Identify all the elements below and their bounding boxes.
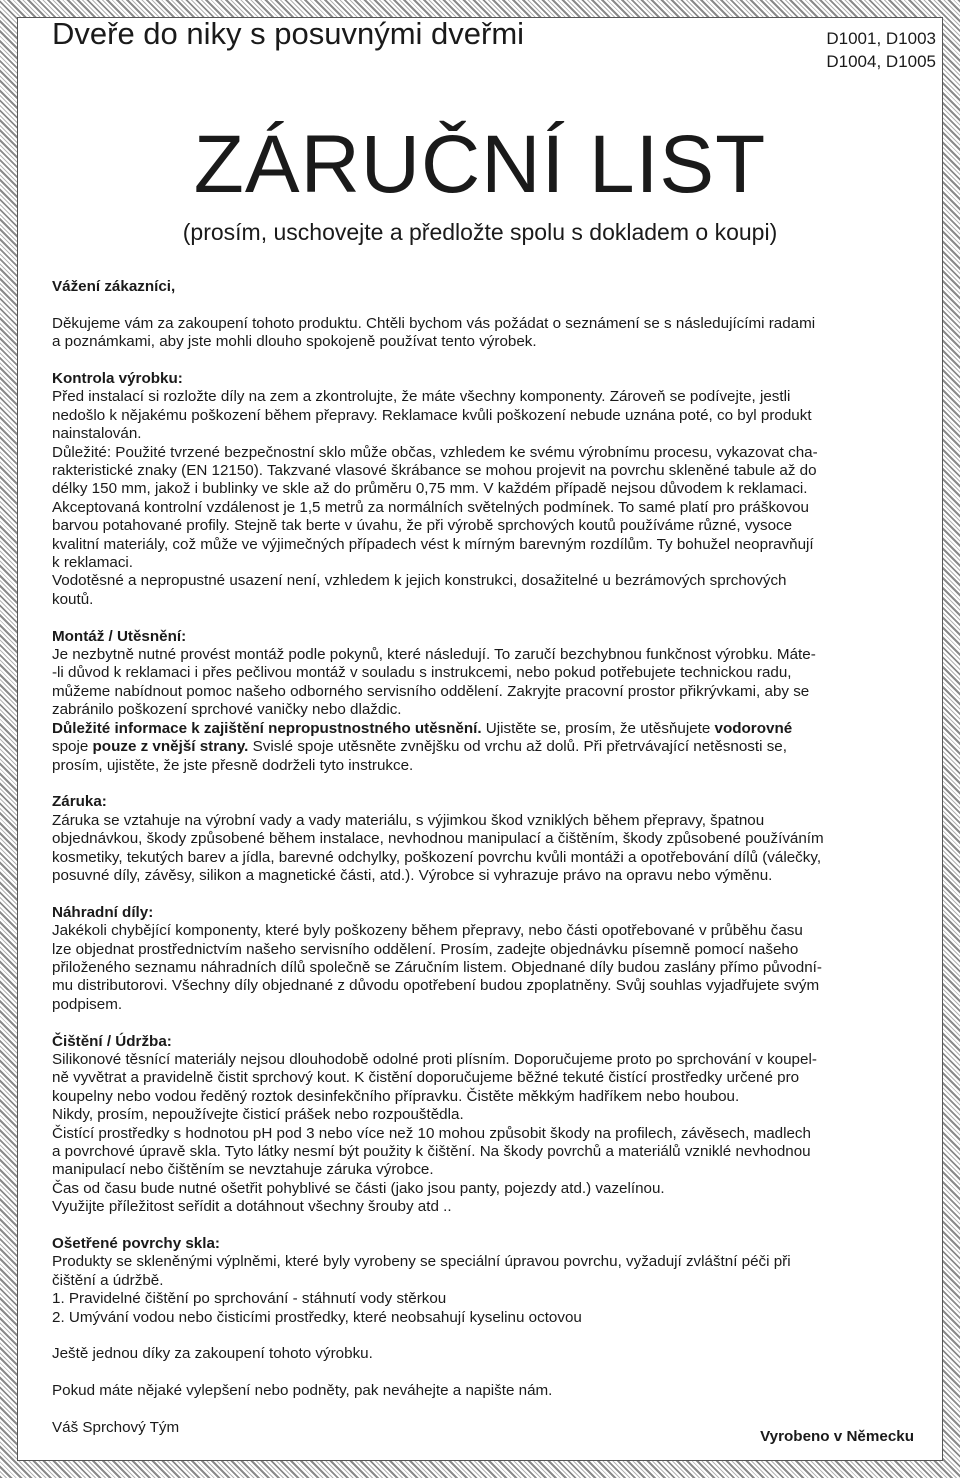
montaz-line: prosím, ujistěte, že jste přesně dodrželi tyto instrukce.	[52, 756, 414, 774]
zaruka-line: posuvné díly, závěsy, silikon a magnetické části, atd.). Výrobce si vyhrazuje právo na opravu nebo výměnu.	[52, 866, 773, 884]
joints-rest: Svislé spoje utěsněte zvnějšku od vrchu až dolů. Při přetrvávající netěsnosti se,	[248, 738, 787, 756]
codes-line-2: D1004, D1005	[826, 52, 936, 71]
kontrola-line: délky 150 mm, jakož i bublinky ve skle až do průměru 0,75 mm. V každém případě nejsou důvodem k reklamaci.	[52, 480, 808, 498]
kontrola-line: Před instalací si rozložte díly na zem a zkontrolujte, že máte všechny komponenty. Zároveň se podívejte, jestli	[52, 388, 791, 406]
cisteni-line: a povrchové úpravě skla. Tyto látky nesmí být použity k čištění. Na škody povrchů a materiálů vzniklé nevhodnou	[52, 1143, 811, 1160]
kontrola-line: Akceptovaná kontrolní vzdálenost je 1,5 metrů za normálních světelných podmínek. To samé platí pro práškovou	[52, 498, 809, 516]
osetrene-line: čištění a údržbě.	[52, 1271, 164, 1289]
cisteni-line: manipulací nebo čištěním se nevztahuje záruka výrobce.	[52, 1161, 434, 1179]
kontrola-line: rakteristické znaky (EN 12150). Takzvané vlasové škrábance se mohou projevit na povrchu skleněné tabule až do	[52, 462, 817, 480]
feedback-line: Pokud máte nějaké vylepšení nebo podněty, pak neváhejte a napište nám.	[52, 1382, 553, 1400]
nahradni-line: Jakékoli chybějící komponenty, které byly poškozeny během přepravy, nebo části opotřebované v průběhu času	[52, 922, 803, 940]
osetrene-line: 2. Umývání vodou nebo čisticími prostředky, které neobsahují kyselinu octovou	[52, 1308, 582, 1326]
kontrola-line: nedošlo k nějakému poškození během přepravy. Reklamace kvůli poškození nebude uznána poté, co byl produkt	[52, 406, 812, 424]
kontrola-line: Vodotěsné a nepropustné usazení není, vzhledem k jejich konstrukci, dosažitelné u bezrámových sprchových	[52, 572, 787, 590]
document-title: ZÁRUČNÍ LIST	[193, 119, 767, 210]
osetrene-line: Produkty se skleněnými výplněmi, které byly vyrobeny se speciální úpravou povrchu, vyžadují zvláštní péči při	[52, 1253, 791, 1271]
joints-text: spoje	[52, 738, 93, 756]
intro-line: Děkujeme vám za zakoupení tohoto produktu. Chtěli bychom vás požádat o seznámení se s následujícími radami	[52, 314, 816, 332]
montaz-joints-line	[52, 738, 912, 756]
made-in-label: Vyrobeno v Německu	[760, 1428, 914, 1445]
kontrola-line: k reklamaci.	[52, 554, 134, 572]
nahradni-line: lze objednat prostřednictvím našeho servisního oddělení. Prosím, zadejte objednávku písemně pomocí našeho	[52, 940, 799, 958]
section-heading-zaruka: Záruka:	[52, 793, 107, 811]
osetrene-line: 1. Pravidelné čištění po sprchování - stáhnutí vody stěrkou	[52, 1290, 447, 1308]
kontrola-line: koutů.	[52, 590, 94, 608]
montaz-important-line	[52, 720, 912, 738]
kontrola-line: Důležité: Použité tvrzené bezpečnostní sklo může občas, vzhledem ke svému výrobnímu procesu, vykazovat cha-	[52, 443, 818, 461]
montaz-line: Je nezbytně nutné provést montáž podle pokynů, které následují. To zaručí bezchybnou funkčnost výrobku. Máte-	[52, 646, 816, 664]
important-bold-2: vodorovné	[714, 719, 793, 737]
zaruka-line: Záruka se vztahuje na výrobní vady a vady materiálu, s výjimkou škod vzniklých během přepravy, špatnou	[52, 811, 765, 829]
cisteni-line: koupelny nebo vodou ředěný roztok desinfekčního přípravku. Čistěte měkkým hadříkem nebo houbou.	[52, 1087, 740, 1105]
intro-line: a poznámkami, aby jste mohli dlouho spokojeně používat tento výrobek.	[52, 333, 537, 351]
nahradni-line: podpisem.	[52, 995, 123, 1013]
cisteni-line: Silikonové těsnící materiály nejsou dlouhodobě odolné proti plísním. Doporučujeme proto po sprchování v koupel-	[52, 1050, 817, 1068]
product-title: Dveře do niky s posuvnými dveřmi	[52, 16, 525, 51]
codes-line-1: D1001, D1003	[826, 29, 936, 48]
thanks-line: Ještě jednou díky za zakoupení tohoto výrobku.	[52, 1345, 373, 1363]
cisteni-line: Čas od času bude nutné ošetřit pohyblivé se části (jako jsou panty, pojezdy atd.) vazelínou.	[52, 1179, 665, 1197]
zaruka-line: objednávkou, škody způsobené během instalace, nevhodnou manipulací a čištěním, škody způsobené používáním	[52, 830, 824, 848]
joints-bold: pouze z vnější strany.	[92, 738, 249, 756]
product-codes	[826, 27, 936, 73]
section-heading-nahradni: Náhradní díly:	[52, 903, 154, 921]
zaruka-line: kosmetiky, tekutých barev a jídla, barevné odchylky, poškození povrchu kvůli montáži a opotřebování dílů (válečky,	[52, 848, 822, 866]
kontrola-line: kvalitní materiály, což může ve výjimečných případech vést k mírným barevným rozdílům. Ty bohužel neopravňují	[52, 535, 814, 553]
section-heading-osetrene: Ošetřené povrchy skla:	[52, 1235, 220, 1253]
section-heading-montaz: Montáž / Utěsnění:	[52, 627, 187, 645]
montaz-line: zabránilo poškození sprchové vaničky nebo dlaždic.	[52, 701, 402, 719]
nahradni-line: přiloženého seznamu náhradních dílů společně se Záručním listem. Objednané díly budou zaslány přímo původní-	[52, 958, 822, 976]
cisteni-line: Nikdy, prosím, nepoužívejte čisticí prášek nebo rozpouštědla.	[52, 1106, 464, 1124]
signature: Váš Sprchový Tým	[52, 1419, 180, 1437]
kontrola-line: nainstalován.	[52, 425, 142, 443]
nahradni-line: mu distributorovi. Všechny díly objednané z důvodu opotřebení budou zpoplatněny. Svůj souhlas vyjadřujete svým	[52, 977, 820, 995]
greeting: Vážení zákazníci,	[52, 278, 176, 295]
cisteni-line: Čistící prostředky s hodnotou pH pod 3 nebo více než 10 mohou způsobit škody na profilech, závěsech, madlech	[52, 1124, 811, 1142]
important-rest: Ujistěte se, prosím, že utěsňujete	[481, 719, 715, 737]
document-body	[52, 278, 912, 1437]
cisteni-line: ně vyvětrat a pravidelně čistit sprchový kout. K čistění doporučujeme běžné tekuté čistící prostředky určené pro	[52, 1069, 800, 1087]
section-heading-cisteni: Čištění / Údržba:	[52, 1032, 172, 1050]
cisteni-line: Využijte příležitost seřídit a dotáhnout všechny šrouby atd ..	[52, 1198, 452, 1216]
section-heading-kontrola: Kontrola výrobku:	[52, 370, 183, 387]
montaz-line: můžeme nabídnout pomoc našeho odborného servisního oddělení. Zakryjte pracovní prostor přikrývkami, aby se	[52, 682, 810, 700]
montaz-line: -li důvod k reklamaci i přes pečlivou montáž v souladu s instrukcemi, nebo pokud potřebujete technickou radu,	[52, 664, 792, 682]
document-subtitle: (prosím, uschovejte a předložte spolu s dokladem o koupi)	[182, 219, 778, 245]
kontrola-line: barvou potahované profily. Stejně tak berte v úvahu, že při výrobě sprchových koutů používáme různé, vysoce	[52, 517, 793, 535]
important-bold: Důležité informace k zajištění nepropustnostného utěsnění.	[52, 719, 482, 737]
